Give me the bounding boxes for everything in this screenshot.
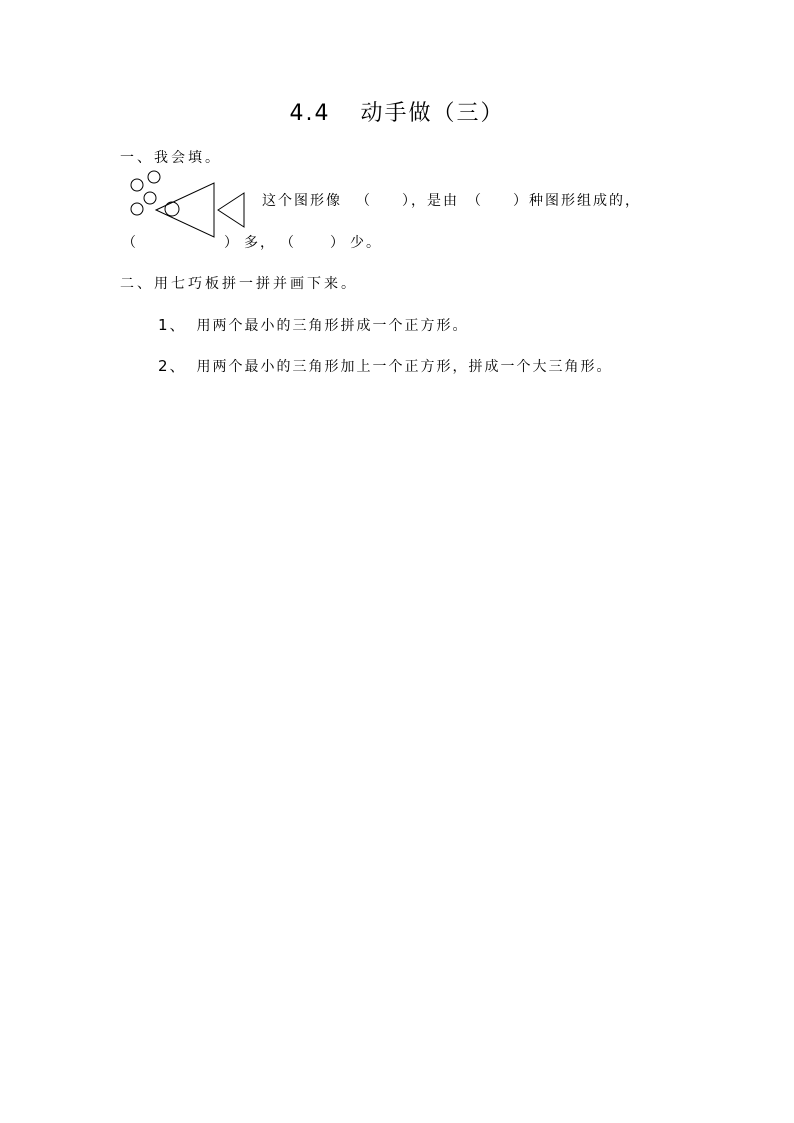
line1-mid: 是由 [427, 193, 459, 209]
line2-paren1-close: ） [224, 235, 240, 251]
fill-line-1 [262, 190, 641, 210]
bubble-circle [131, 179, 143, 191]
title-number: 4.4 [289, 101, 331, 126]
bubble-circle [131, 203, 143, 215]
line2-paren2-close: ） [330, 235, 346, 251]
line1-lead: 这个图形像 [262, 193, 342, 209]
line2-mid: 多， [244, 235, 276, 251]
task-item-1 [158, 314, 469, 335]
bubble-circle [148, 171, 160, 183]
line1-paren2-open: （ [467, 193, 483, 209]
task-item-text: 用两个最小的三角形加上一个正方形，拼成一个大三角形。 [196, 359, 613, 375]
section2-heading: 二、用七巧板拼一拼并画下来。 [120, 276, 358, 292]
line1-paren1-open: （ [356, 193, 372, 209]
line2-paren1-open: （ [122, 235, 138, 251]
fill-line-2 [122, 232, 382, 252]
fish-tail-triangle [218, 193, 244, 227]
task-item-2 [158, 355, 613, 376]
title-text: 动手做（三） [360, 101, 505, 126]
task-item-text: 用两个最小的三角形拼成一个正方形。 [196, 318, 469, 334]
task-item-number: 1、 [158, 316, 187, 334]
bubble-circle [144, 192, 156, 204]
line1-paren2-close: ） [513, 193, 529, 209]
task-item-number: 2、 [158, 357, 187, 375]
line1-tail: 种图形组成的， [529, 193, 641, 209]
page-title [0, 96, 794, 127]
fish-eye-circle [165, 202, 179, 216]
line2-tail: 少。 [350, 235, 382, 251]
section1-heading: 一、我会填。 [120, 150, 222, 166]
line2-paren2-open: （ [280, 235, 296, 251]
line1-paren1-close: ）， [402, 193, 427, 209]
fish-figure [126, 170, 256, 240]
